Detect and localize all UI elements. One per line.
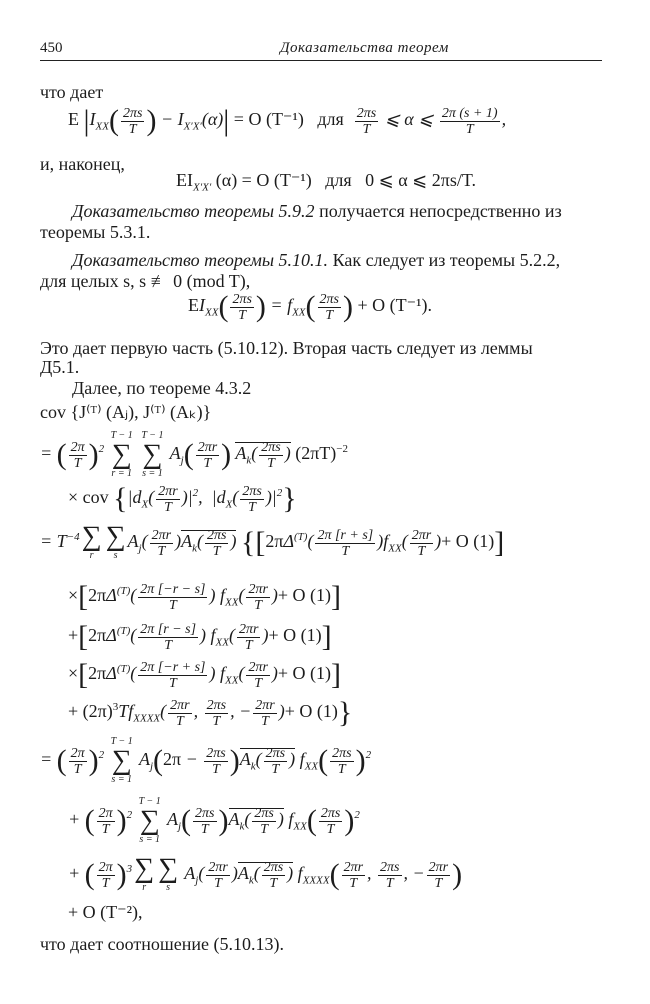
page-header	[40, 40, 602, 61]
text-line: что дает	[40, 82, 104, 102]
equation: + ( $\frac{2\pi}{T}$ )$^3$ ∑ r ∑ s $A_j$( $\frac{2\pi r}{T}$ )$A_k$( $\frac{2\pi s}{T}$ ) $f_{XXXX}$( $\frac{2\pi r}{T}$ , $\frac{2\pi s}{T}$ , − $\frac{2\pi r}{T}$ )	[68, 853, 463, 893]
text-line: Это дает первую часть (5.10.12). Вторая часть следует из леммы	[40, 338, 533, 358]
equation: + ( $\frac{2\pi}{T}$ )$^2$ T − 1 ∑ s = 1 $A_j$( $\frac{2\pi s}{T}$ )$A_k$( $\frac{2\pi s}{T}$ ) $f_{XX}$( $\frac{2\pi s}{T}$ )$^2$	[68, 796, 360, 845]
equation: E $|I_{XX}$( $\frac{2\pi s}{T}$ ) − $I_{X'X'}(\alpha)| = O$ (T⁻¹) для $\frac{2\pi s}{T}$ ⩽ α ⩽ $\frac{2\pi (s + 1)}{T}$ ,	[68, 104, 507, 137]
equation: = ( $\frac{2\pi}{T}$ )$^2$ T − 1 ∑ r = 1 T − 1 ∑ s = 1 $A_j$( $\frac{2\pi r}{T}$ ) $A_k$( $\frac{2\pi s}{T}$ ) $(2\pi T)^{-2}$	[40, 430, 348, 479]
text-line: Д5.1.	[40, 357, 80, 377]
equation: = ( $\frac{2\pi}{T}$ )$^2$ T − 1 ∑ s = 1 $A_j(2\pi$ − $\frac{2\pi s}{T}$ )$A_k$( $\frac{2\pi s}{T}$ ) $f_{XX}$( $\frac{2\pi s}{T}$ )$^2$	[40, 736, 372, 785]
text-line: для целых s, s ≢ 0 (mod T),	[40, 271, 251, 291]
text-line: теоремы 5.3.1.	[40, 222, 151, 242]
expectation-symbol: E	[68, 109, 79, 130]
equation: $EI_{X'X'}$ (α) = O (T⁻¹) для 0 ⩽ α ⩽ 2πs/T.	[176, 170, 476, 194]
equation: $+[2\pi\Delta^{(T)}$( $\frac{2\pi [r - s]}{T}$ ) $f_{XX}$( $\frac{2\pi r}{T}$ )+ O (1)]	[68, 620, 332, 653]
paragraph-text: получается непосредственно из	[314, 201, 562, 221]
text-line: Далее, по теореме 4.3.2	[72, 378, 252, 398]
big-o-term: + O (1)	[284, 701, 338, 722]
equation: = $T^{-4}$ ∑ r ∑ s $A_j$( $\frac{2\pi r}{T}$ )$A_k$( $\frac{2\pi s}{T}$ ) {[$2\pi\Delta^{(T)}$( $\frac{2\pi [r + s]}{T}$ )$f_{XX}$( $\frac{2\pi r}{T}$ )+ O (1)]	[40, 521, 505, 561]
proof-title: Доказательство теоремы 5.9.2	[72, 201, 315, 221]
text-line: что дает соотношение (5.10.13).	[40, 934, 285, 954]
paragraph-line	[72, 201, 562, 221]
equation: $\times[2\pi\Delta^{(T)}$( $\frac{2\pi [-r + s]}{T}$ ) $f_{XX}$( $\frac{2\pi r}{T}$ )+ O (1)]	[68, 658, 342, 691]
text-line: и, наконец,	[40, 154, 125, 174]
paragraph-line	[72, 250, 560, 270]
equation-rhs: = O (T⁻¹)	[233, 109, 304, 130]
covariance-expression: cov {J⁽ᵀ⁾ (Aⱼ), J⁽ᵀ⁾ (Aₖ)}	[40, 402, 212, 422]
page-number: 450	[40, 40, 63, 56]
equation	[40, 402, 211, 423]
equation	[68, 902, 143, 923]
big-o-term: + O (1)	[277, 585, 332, 606]
equation: $\times[2\pi\Delta^{(T)}$( $\frac{2\pi [-r - s]}{T}$ ) $f_{XX}$( $\frac{2\pi r}{T}$ )+ O (1)]	[68, 580, 342, 613]
equation-lhs: EI	[176, 170, 193, 190]
big-o-term: + O (1)	[268, 625, 322, 646]
equation: $EI_{XX}$( $\frac{2\pi s}{T}$ ) = $f_{XX}$( $\frac{2\pi s}{T}$ ) + O (T⁻¹).	[188, 290, 433, 323]
word-dlya: для	[317, 109, 344, 130]
equation-condition: 0 ⩽ α ⩽ 2πs/T.	[365, 170, 476, 190]
equation: + $(2\pi)^3Tf_{XXXX}$( $\frac{2\pi r}{T}$ , $\frac{2\pi s}{T}$ , − $\frac{2\pi r}{T}$ )+ O (1)}	[68, 696, 353, 729]
equation: × cov {$|d_X$( $\frac{2\pi r}{T}$ )$|^2$, $|d_X$( $\frac{2\pi s}{T}$ )$|^2$}	[68, 482, 297, 515]
equation-rhs: (α) = O (T⁻¹)	[215, 170, 312, 190]
big-o-term: + O (1)	[441, 531, 495, 552]
equation-rhs: + O (T⁻¹).	[357, 295, 433, 316]
paragraph-text: Как следует из теоремы 5.2.2,	[328, 250, 561, 270]
word-dlya: для	[325, 170, 352, 190]
running-title: Доказательства теорем	[280, 40, 449, 56]
remainder-term: + O (T⁻²),	[68, 902, 143, 922]
proof-title: Доказательство теоремы 5.10.1.	[72, 250, 329, 270]
big-o-term: + O (1)	[277, 663, 332, 684]
